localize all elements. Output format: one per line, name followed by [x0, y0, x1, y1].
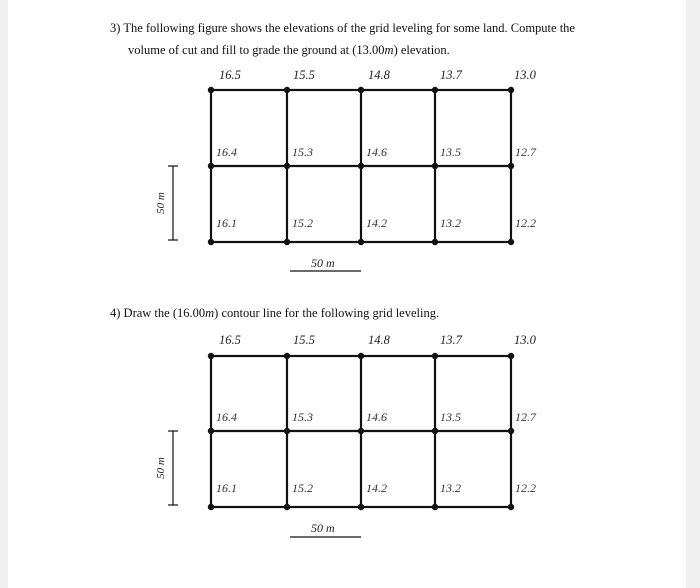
grid-2-elev-r3c5: 12.2 — [515, 481, 536, 495]
grid-1-elev-r1c3: 14.8 — [368, 68, 390, 82]
grid-1-elev-r2c3: 14.6 — [366, 145, 387, 159]
grid-1-elev-r3c4: 13.2 — [440, 216, 461, 230]
grid-1-elev-r1c2: 15.5 — [293, 68, 315, 82]
grid-2-elev-r3c2: 15.2 — [292, 481, 313, 495]
question-4-number: 4) — [110, 306, 121, 320]
grid-2-elev-r2c3: 14.6 — [366, 410, 387, 424]
grid-2-elev-r2c4: 13.5 — [440, 410, 461, 424]
grid-2-elev-r3c1: 16.1 — [216, 481, 237, 495]
grid-1-elev-r3c1: 16.1 — [216, 216, 237, 230]
grid-2-elev-r1c4: 13.7 — [440, 333, 462, 347]
grid-1-elev-r3c3: 14.2 — [366, 216, 387, 230]
grid-1-elev-r3c2: 15.2 — [292, 216, 313, 230]
question-3-line-2: volume of cut and fill to grade the ground at (13.00m) elevation. — [128, 43, 450, 57]
grid-1-elev-r1c1: 16.5 — [219, 68, 241, 82]
grid-1-horizontal-scale-label: 50 m — [311, 256, 335, 270]
grid-2-elev-r2c5: 12.7 — [515, 410, 536, 424]
grid-1-elev-r1c5: 13.0 — [514, 68, 536, 82]
grid-2-elev-r1c2: 15.5 — [293, 333, 315, 347]
grid-1-elev-r2c4: 13.5 — [440, 145, 461, 159]
grid-1-vertical-scale-label: 50 m — [155, 192, 167, 214]
grid-2-horizontal-scale-label: 50 m — [311, 521, 335, 535]
grid-2-elev-r2c2: 15.3 — [292, 410, 313, 424]
question-4-line-1: 4) Draw the (16.00m) contour line for the following grid leveling. — [110, 306, 440, 320]
question-3-text-1: The following figure shows the elevations of the grid leveling for some land. Compute the — [123, 21, 575, 35]
grid-2-elev-r2c1: 16.4 — [216, 410, 237, 424]
grid-2-elev-r3c3: 14.2 — [366, 481, 387, 495]
grid-1-elev-r2c2: 15.3 — [292, 145, 313, 159]
grid-1-elev-r2c5: 12.7 — [515, 145, 536, 159]
grid-2-vertical-scale-label: 50 m — [155, 457, 167, 479]
grid-2-elev-r3c4: 13.2 — [440, 481, 461, 495]
grid-1-elev-r1c4: 13.7 — [440, 68, 462, 82]
grid-2-elev-r1c5: 13.0 — [514, 333, 536, 347]
grid-1-elev-r3c5: 12.2 — [515, 216, 536, 230]
grid-1-elev-r2c1: 16.4 — [216, 145, 237, 159]
grid-2-elev-r1c1: 16.5 — [219, 333, 241, 347]
question-3-number: 3) — [110, 21, 121, 35]
grid-2-elev-r1c3: 14.8 — [368, 333, 390, 347]
